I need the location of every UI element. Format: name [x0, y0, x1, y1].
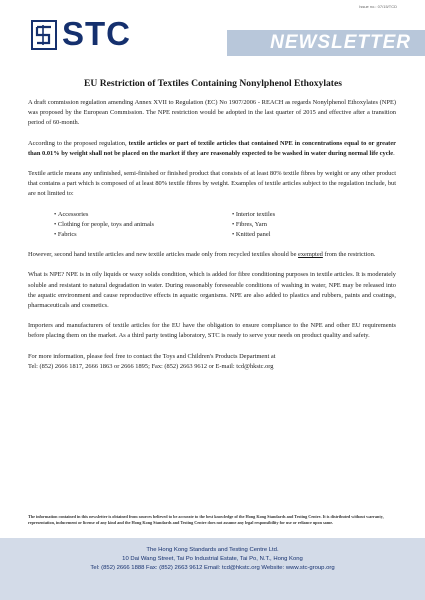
- footer-address: 10 Dai Wang Street, Tai Po Industrial Estate, Tai Po, N.T., Hong Kong: [122, 556, 303, 562]
- list-item: • Fibres, Yarn: [232, 220, 275, 230]
- stc-logo-text: STC: [62, 15, 131, 52]
- stc-logo-mark: [31, 20, 57, 50]
- list-item: • Fabrics: [54, 230, 232, 240]
- contact-details: Tel: (852) 2666 1817, 2666 1863 or 2666 1895; Fax: (852) 2663 9612 or E-mail: tcd@hkstc.org: [28, 362, 274, 370]
- stc-emblem-icon: [33, 22, 55, 48]
- disclaimer: The information contained in this newsletter is obtained from sources believed to be accurate to the best knowledge of the Hong Kong Standards and Testing Centre. It is distributed without warranty, representation, inducement or license of any kind and the Hong Kong Standards and Testing Centre does not assume any legal responsibility for use or reliance upon same.: [28, 514, 384, 526]
- issue-number: Issue no.: 07/15/TCD: [359, 4, 397, 9]
- examples-list-right: [232, 210, 275, 241]
- paragraph-exemption: However, second hand textile articles and new textile articles made only from recycled textiles should be exempted from the restriction.: [28, 251, 376, 259]
- newsletter-banner: [227, 30, 425, 56]
- paragraph-obligation: Importers and manufacturers of textile articles for the EU have the obligation to ensure compliance to the NPE and other EU requirements before placing them on the market. As a third party testing laboratory, STC is ready to serve your needs on product quality and safety.: [28, 322, 396, 340]
- paragraph-what-is-npe: What is NPE? NPE is in oily liquids or waxy solids condition, which is added for fibre conditioning purposes in textile articles. It is moderately soluble and resistant to natural degradation in water. During reasonably foreseeable conditions of washing in water, NPE may be released into the aquatic environment and cause reproductive effects in aquatic organisms. NPE are also added to plastics and rubbers, paints and coatings, pharmaceuticals and cosmetics.: [28, 271, 396, 310]
- footer: [0, 538, 425, 600]
- examples-list: [28, 210, 396, 241]
- article-title: EU Restriction of Textiles Containing Nonylphenol Ethoxylates: [84, 78, 342, 89]
- footer-company: The Hong Kong Standards and Testing Centre Ltd.: [146, 547, 279, 553]
- footer-contact: Tel: (852) 2666 1888 Fax: (852) 2663 9612 Email: tcd@hkstc.org Website: www.stc-group.org: [90, 565, 335, 571]
- newsletter-header: [0, 14, 425, 60]
- list-item: • Interior textiles: [232, 210, 275, 220]
- paragraph-regulation: According to the proposed regulation, textile articles or part of textile articles that contained NPE in concentrations equal to or greater than 0.01% by weight shall not be placed on the market if they are reasonably expected to be washed in water during normal life cycle.: [28, 139, 396, 157]
- newsletter-label: NEWSLETTER: [270, 32, 411, 53]
- paragraph-definition: Textile article means any unfinished, semi-finished or finished product that consists of at least 80% textile fibres by weight or any other product that contains a part which is composed of at least 80% textile fibres by weight. Examples of textile articles subject to the regulation include, but are not limited to:: [28, 170, 396, 198]
- list-item: • Clothing for people, toys and animals: [54, 220, 232, 230]
- article-body: [28, 98, 396, 382]
- examples-list-left: [54, 210, 232, 241]
- regulation-highlight: textile articles or part of textile articles that contained NPE in concentrations equal to or greater than 0.01% by weight shall not be placed on the market if they are reasonably expected to be washed in water during normal life cycle: [28, 139, 396, 157]
- list-item: • Accessories: [54, 210, 232, 220]
- paragraph-intro: A draft commission regulation amending Annex XVII to Regulation (EC) No 1907/2006 - REACH as regards Nonylphenol Ethoxylates (NPE) was proposed by the European Commission. The NPE restriction would be adopted in the last quarter of 2015 and effective after a transition period of 60-month.: [28, 99, 396, 127]
- paragraph-contact: For more information, please feel free to contact the Toys and Children's Products Department at Tel: (852) 2666 1817, 2666 1863 or 2666 1895; Fax: (852) 2663 9612 or E-mail: tcd@hkstc.org: [28, 352, 276, 370]
- list-item: • Knitted panel: [232, 230, 275, 240]
